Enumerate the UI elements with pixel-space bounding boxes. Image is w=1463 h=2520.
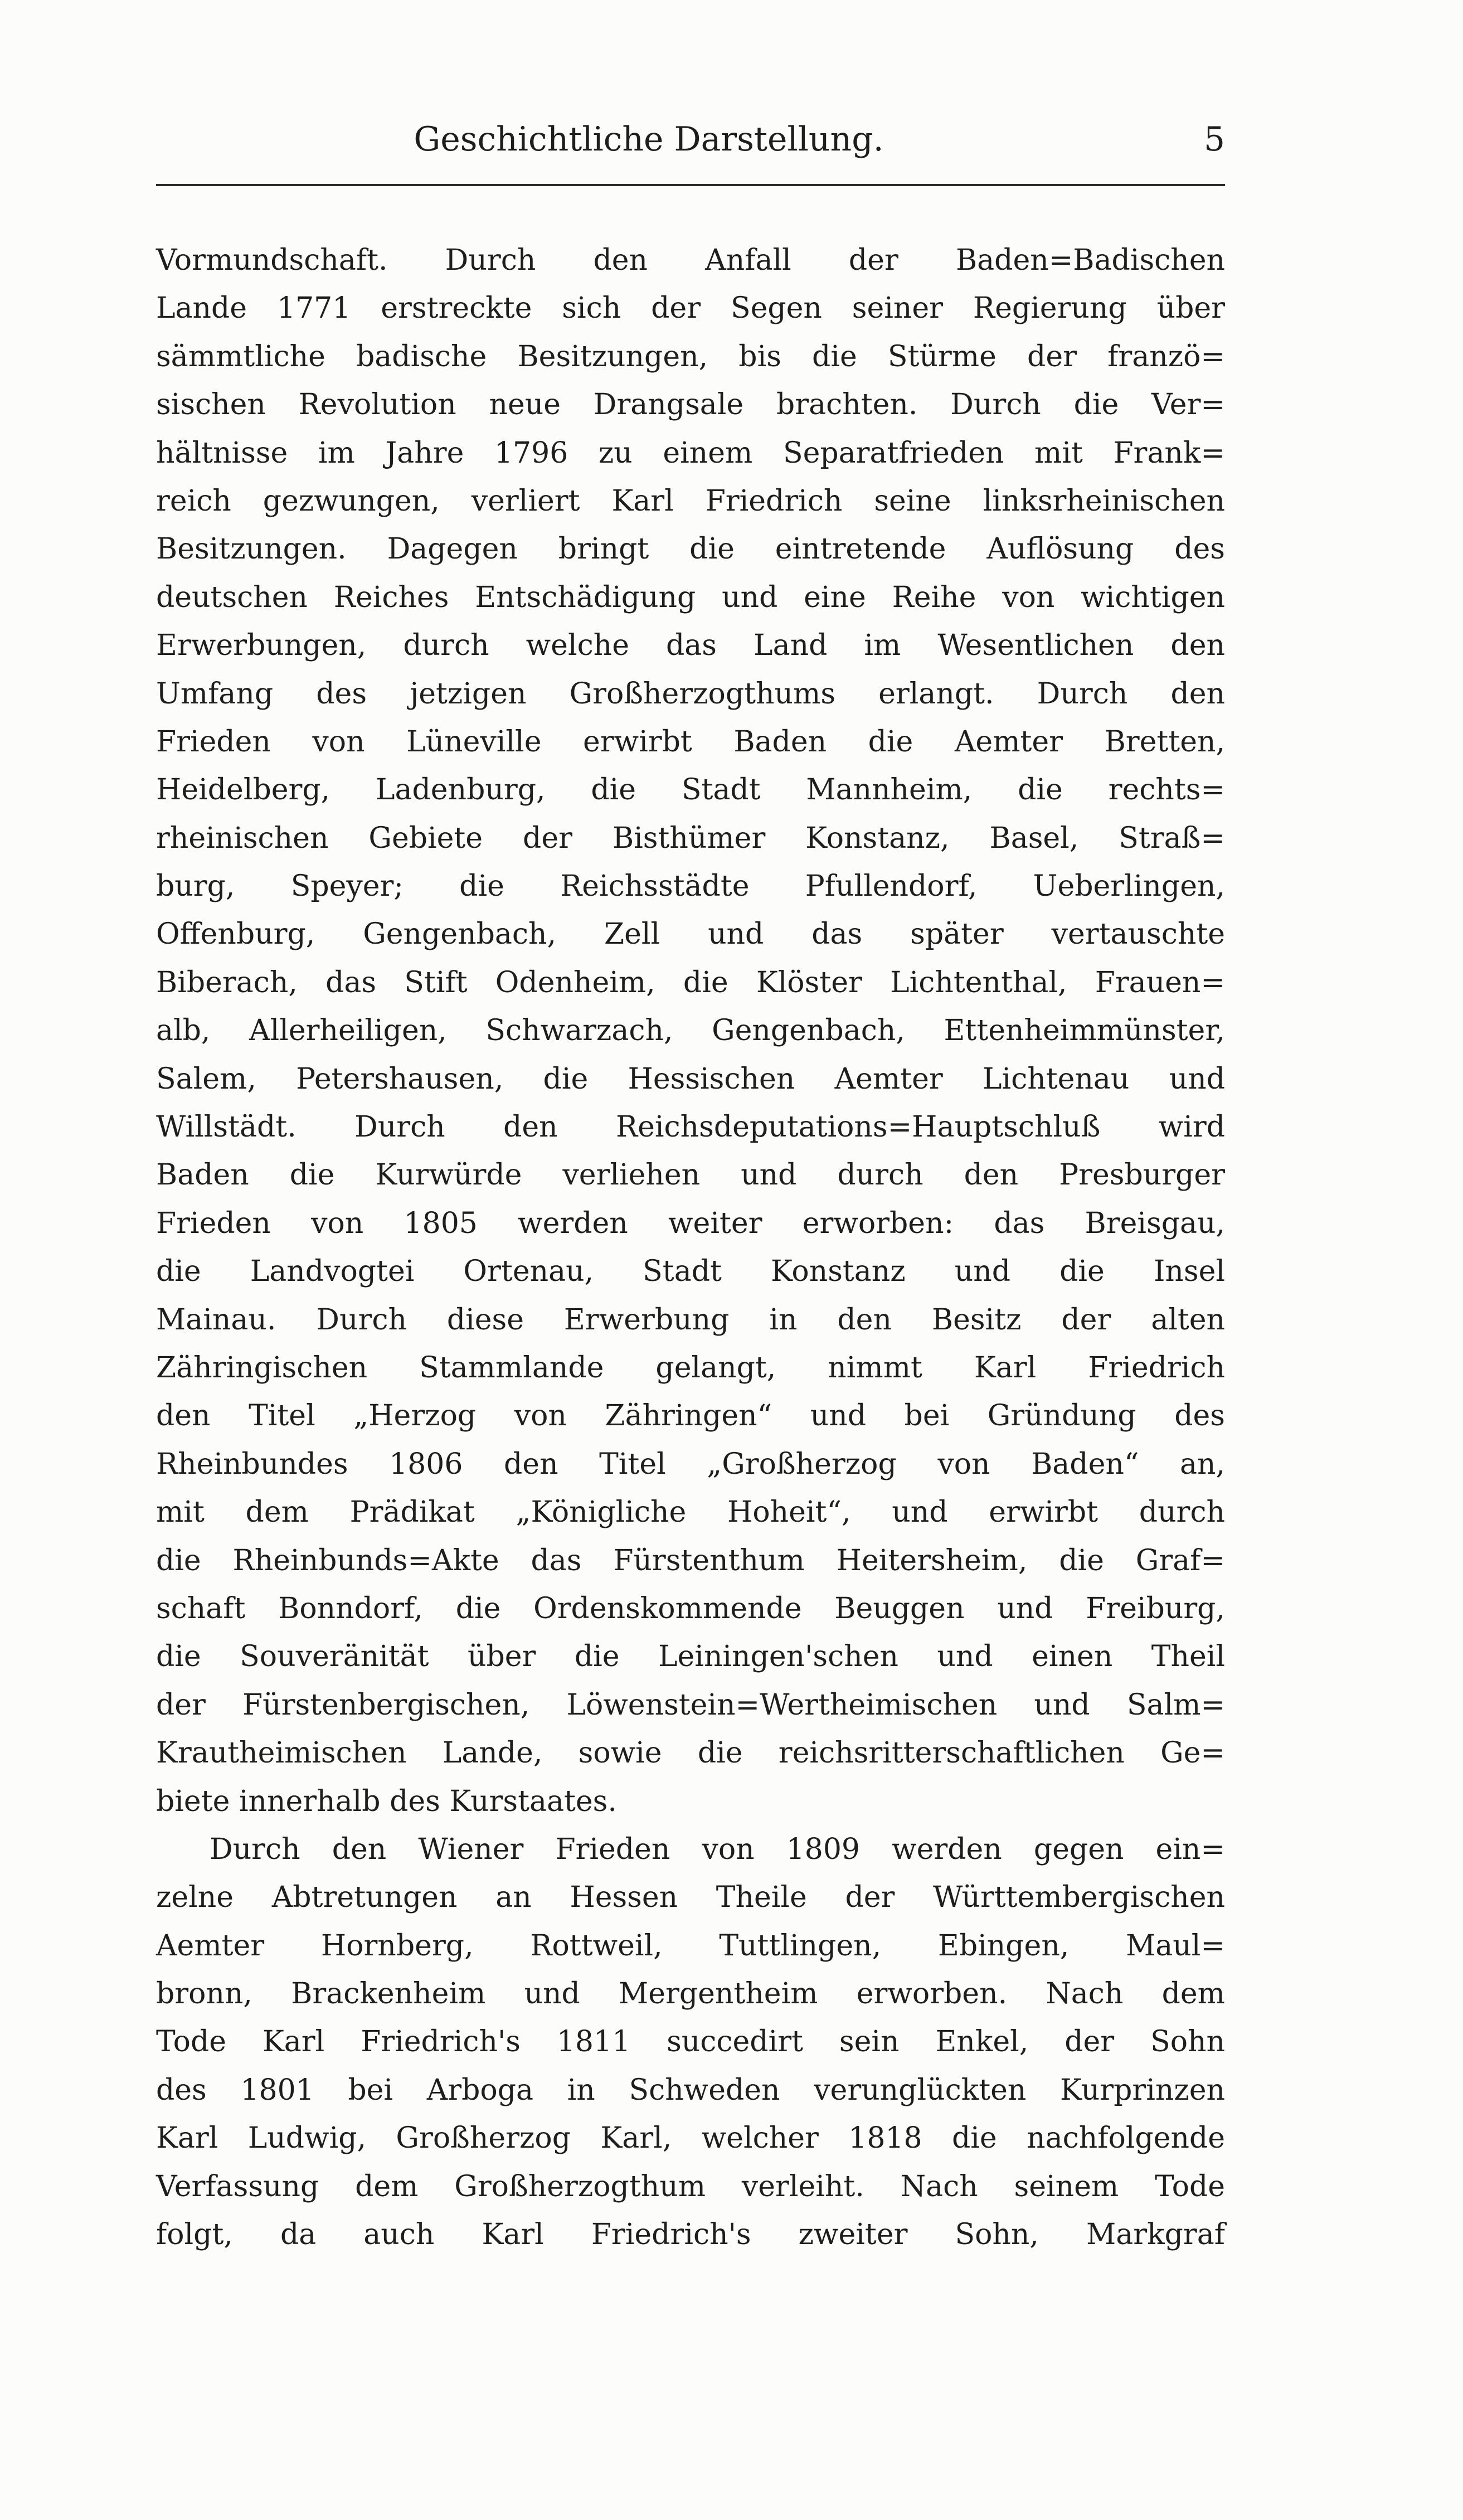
text-line: Umfang des jetzigen Großherzogthums erlangt. Durch den: [156, 677, 1225, 711]
page-header: [156, 114, 1225, 164]
text-line: Aemter Hornberg, Rottweil, Tuttlingen, Ebingen, Maul=: [156, 1929, 1225, 1963]
text-line: des 1801 bei Arboga in Schweden verunglückten Kurprinzen: [156, 2073, 1225, 2107]
text-line: Lande 1771 erstreckte sich der Segen seiner Regierung über: [156, 292, 1225, 326]
running-title: Geschichtliche Darstellung.: [414, 120, 884, 159]
text-line: Verfassung dem Großherzogthum verleiht. Nach seinem Tode: [156, 2169, 1225, 2203]
text-line: Rheinbundes 1806 den Titel „Großherzog von Baden“ an,: [156, 1447, 1225, 1481]
text-line: Heidelberg, Ladenburg, die Stadt Mannheim, die rechts=: [156, 773, 1225, 807]
text-line: Frieden von 1805 werden weiter erworben: das Breisgau,: [156, 1206, 1225, 1240]
text-line: Biberach, das Stift Odenheim, die Klöster Lichtenthal, Frauen=: [156, 965, 1225, 999]
text-line: biete innerhalb des Kurstaates.: [156, 1784, 617, 1818]
page-number: 5: [1203, 120, 1225, 159]
text-line: Offenburg, Gengenbach, Zell und das später vertauschte: [156, 917, 1225, 951]
text-line: sischen Revolution neue Drangsale brachten. Durch die Ver=: [156, 388, 1225, 422]
text-line: rheinischen Gebiete der Bisthümer Konstanz, Basel, Straß=: [156, 821, 1225, 855]
text-line: Vormundschaft. Durch den Anfall der Baden=Badischen: [156, 244, 1225, 277]
text-line: der Fürstenbergischen, Löwenstein=Wertheimischen und Salm=: [156, 1688, 1225, 1722]
text-line: sämmtliche badische Besitzungen, bis die Stürme der franzö=: [156, 339, 1225, 373]
text-line: Baden die Kurwürde verliehen und durch den Presburger: [156, 1158, 1225, 1192]
text-line: deutschen Reiches Entschädigung und eine Reihe von wichtigen: [156, 580, 1225, 614]
text-line: Frieden von Lüneville erwirbt Baden die Aemter Bretten,: [156, 725, 1225, 759]
text-line: folgt, da auch Karl Friedrich's zweiter Sohn, Markgraf: [156, 2218, 1225, 2252]
text-line: hältnisse im Jahre 1796 zu einem Separatfrieden mit Frank=: [156, 436, 1225, 470]
text-line: Durch den Wiener Frieden von 1809 werden gegen ein=: [210, 1832, 1225, 1866]
text-line: den Titel „Herzog von Zähringen“ und bei Gründung des: [156, 1399, 1225, 1433]
text-line: die Rheinbunds=Akte das Fürstenthum Heitersheim, die Graf=: [156, 1543, 1225, 1577]
text-line: reich gezwungen, verliert Karl Friedrich seine linksrheinischen: [156, 484, 1225, 518]
text-line: zelne Abtretungen an Hessen Theile der Württembergischen: [156, 1881, 1225, 1915]
text-line: schaft Bonndorf, die Ordenskommende Beuggen und Freiburg,: [156, 1591, 1225, 1625]
text-line: bronn, Brackenheim und Mergentheim erworben. Nach dem: [156, 1977, 1225, 2011]
text-line: Krautheimischen Lande, sowie die reichsritterschaftlichen Ge=: [156, 1736, 1225, 1770]
text-line: die Landvogtei Ortenau, Stadt Konstanz und die Insel: [156, 1255, 1225, 1289]
text-line: Willstädt. Durch den Reichsdeputations=Hauptschluß wird: [156, 1110, 1225, 1144]
text-line: Mainau. Durch diese Erwerbung in den Besitz der alten: [156, 1303, 1225, 1337]
body-text: [156, 236, 1225, 2259]
text-line: Karl Ludwig, Großherzog Karl, welcher 1818 die nachfolgende: [156, 2121, 1225, 2155]
text-line: Erwerbungen, durch welche das Land im Wesentlichen den: [156, 629, 1225, 663]
text-line: burg, Speyer; die Reichsstädte Pfullendorf, Ueberlingen,: [156, 870, 1225, 904]
text-line: Besitzungen. Dagegen bringt die eintretende Auflösung des: [156, 532, 1225, 566]
header-rule: [156, 184, 1225, 186]
text-line: die Souveränität über die Leiningen'schen und einen Theil: [156, 1640, 1225, 1674]
text-line: Zähringischen Stammlande gelangt, nimmt Karl Friedrich: [156, 1351, 1225, 1385]
text-line: Salem, Petershausen, die Hessischen Aemter Lichtenau und: [156, 1062, 1225, 1096]
text-line: alb, Allerheiligen, Schwarzach, Gengenbach, Ettenheimmünster,: [156, 1014, 1225, 1048]
text-line: Tode Karl Friedrich's 1811 succedirt sein Enkel, der Sohn: [156, 2025, 1225, 2059]
text-line: mit dem Prädikat „Königliche Hoheit“, und erwirbt durch: [156, 1496, 1225, 1530]
